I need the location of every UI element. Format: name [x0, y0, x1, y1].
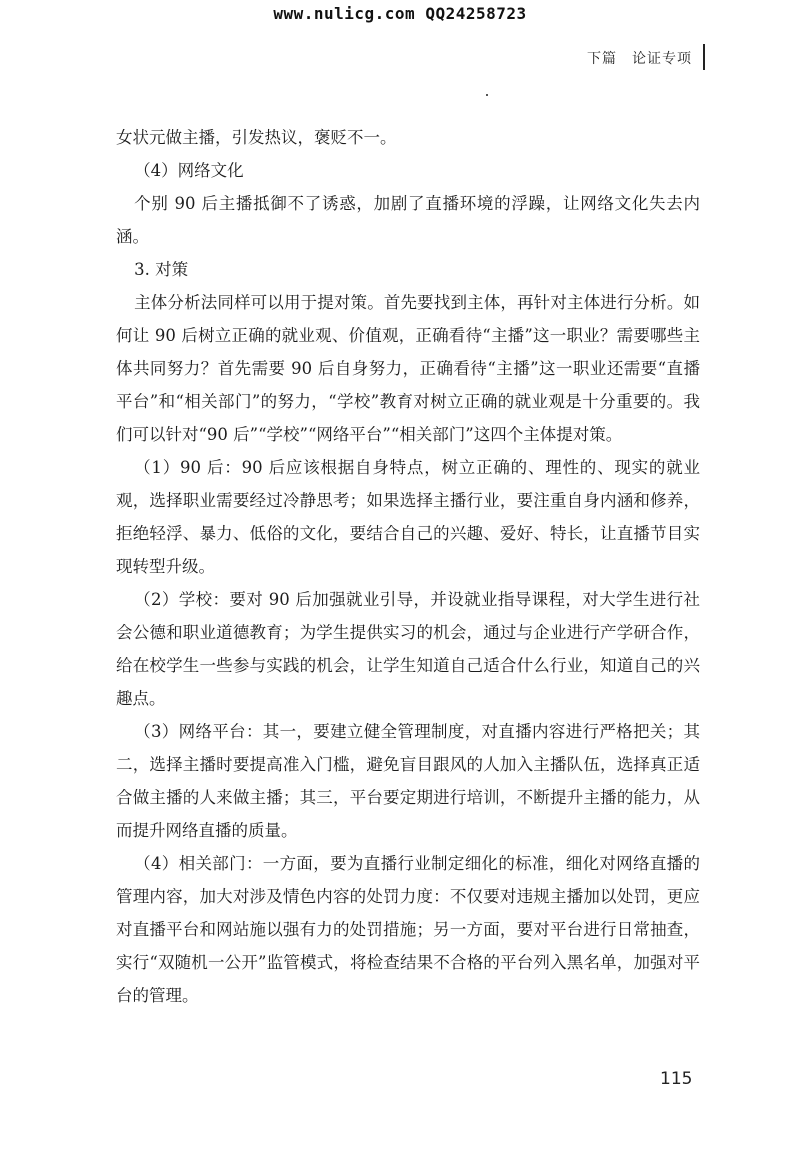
page-number: 115 — [660, 1069, 693, 1089]
subheading-network-culture: （4）网络文化 — [134, 161, 244, 180]
watermark-text: www.nulicg.com QQ24258723 — [273, 4, 527, 23]
paragraph-relevant-departments: （4）相关部门：一方面，要为直播行业制定细化的标准，细化对网络直播的管理内容，加大对涉及情色内容的处罚力度：不仅要对违规主播加以处罚，更应对直播平台和网站施以强有力的处罚措施；另一方面，要对平台进行日常抽查，实行“双随机一公开”监管模式，将检查结果不合格的平台列入黑名单，加强对平台的管理。 — [116, 854, 700, 1005]
section-heading-countermeasures: 3. 对策 — [134, 260, 189, 279]
running-header: 下篇 论证专项 — [587, 51, 692, 67]
paragraph-subject-analysis: 主体分析法同样可以用于提对策。首先要找到主体，再针对主体进行分析。如何让 90 后树立正确的就业观、价值观，正确看待“主播”这一职业？需要哪些主体共同努力？首先需要 90 后自身努力，正确看待“主播”这一职业还需要“直播平台”和“相关部门”的努力，“学校”教育对树立正确的就业观是十分重要的。我们可以针对“90 后”“学校”“网络平台”“相关部门”这四个主体提对策。 — [116, 293, 700, 444]
paragraph-post-90s: （1）90 后：90 后应该根据自身特点，树立正确的、理性的、现实的就业观，选择职业需要经过冷静思考；如果选择主播行业，要注重自身内涵和修养，拒绝轻浮、暴力、低俗的文化，要结合自己的兴趣、爱好、特长，让直播节目实现转型升级。 — [116, 458, 700, 576]
paragraph-network-platform: （3）网络平台：其一，要建立健全管理制度，对直播内容进行严格把关；其二，选择主播时要提高准入门槛，避免盲目跟风的人加入主播队伍，选择真正适合做主播的人来做主播；其三，平台要定期进行培训，不断提升主播的能力，从而提升网络直播的质量。 — [116, 722, 700, 840]
paragraph-network-culture: 个别 90 后主播抵御不了诱惑，加剧了直播环境的浮躁，让网络文化失去内涵。 — [116, 194, 700, 246]
header-rule — [703, 44, 705, 70]
body-text — [116, 121, 700, 1012]
scan-speck — [486, 94, 488, 96]
paragraph-continuation: 女状元做主播，引发热议，褒贬不一。 — [116, 128, 397, 147]
paragraph-school: （2）学校：要对 90 后加强就业引导，并设就业指导课程，对大学生进行社会公德和职业道德教育；为学生提供实习的机会，通过与企业进行产学研合作，给在校学生一些参与实践的机会，让学生知道自己适合什么行业，知道自己的兴趣点。 — [116, 590, 700, 708]
